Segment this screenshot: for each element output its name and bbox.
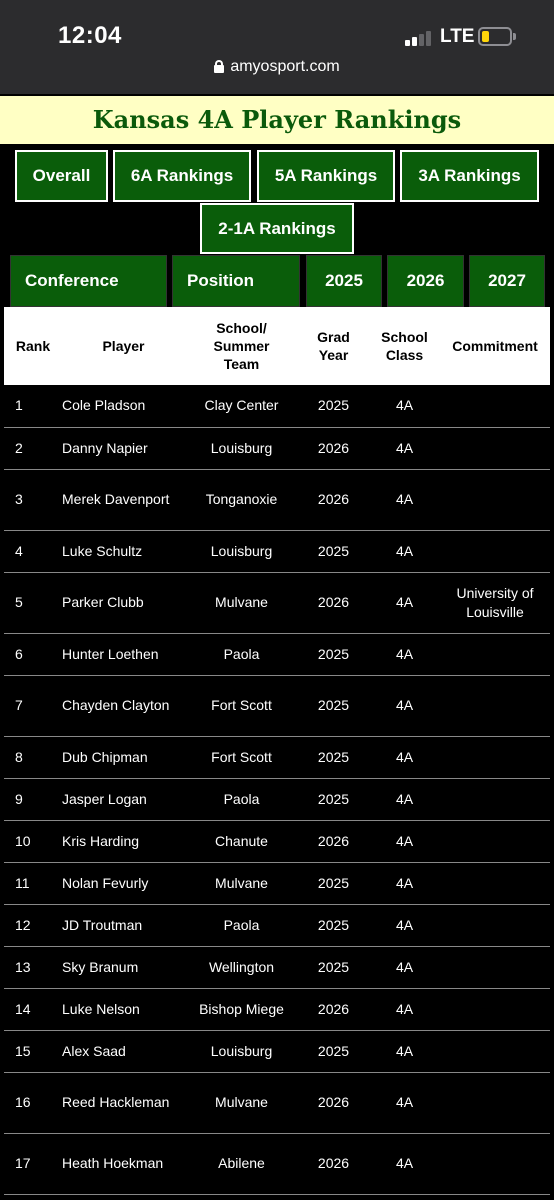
rank-cell: 11 <box>4 862 62 904</box>
commitment-cell <box>440 946 550 988</box>
player-cell: Reed Hackleman <box>62 1072 185 1133</box>
table-row <box>4 1072 550 1133</box>
grad-year-cell: 2026 <box>298 988 369 1030</box>
school-cell: Paola <box>185 904 298 946</box>
school-class-cell: 4A <box>369 1133 440 1194</box>
table-row <box>4 633 550 675</box>
school-class-cell: 4A <box>369 778 440 820</box>
rank-cell: 4 <box>4 530 62 572</box>
player-cell: Parker Clubb <box>62 572 185 633</box>
commitment-cell <box>440 904 550 946</box>
player-cell: JD Troutman <box>62 904 185 946</box>
commitment-cell <box>440 736 550 778</box>
commitment-cell <box>440 633 550 675</box>
school-cell: Wellington <box>185 946 298 988</box>
table-row <box>4 572 550 633</box>
player-cell: Alex Saad <box>62 1030 185 1072</box>
status-time: 12:04 <box>58 22 122 49</box>
grad-year-cell: 2025 <box>298 1030 369 1072</box>
school-cell: Bishop Miege <box>185 988 298 1030</box>
grad-year-cell: 2026 <box>298 1133 369 1194</box>
school-cell: Fort Scott <box>185 675 298 736</box>
player-cell: Cole Pladson <box>62 385 185 427</box>
nav-5a-button[interactable]: 5A Rankings <box>257 150 395 202</box>
grad-year-cell: 2025 <box>298 530 369 572</box>
commitment-cell <box>440 1072 550 1133</box>
table-row <box>4 778 550 820</box>
rank-cell: 8 <box>4 736 62 778</box>
player-cell: Chayden Clayton <box>62 675 185 736</box>
battery-tip <box>513 33 516 40</box>
school-class-cell: 4A <box>369 427 440 469</box>
grad-year-cell: 2026 <box>298 469 369 530</box>
rank-cell: 1 <box>4 385 62 427</box>
table-row <box>4 1030 550 1072</box>
rank-cell: 2 <box>4 427 62 469</box>
rank-cell: 7 <box>4 675 62 736</box>
school-class-cell: 4A <box>369 820 440 862</box>
commitment-cell <box>440 1133 550 1194</box>
table-row <box>4 675 550 736</box>
school-cell: Mulvane <box>185 862 298 904</box>
player-cell: Jasper Logan <box>62 778 185 820</box>
commitment-cell <box>440 469 550 530</box>
rank-cell: 9 <box>4 778 62 820</box>
player-cell: Hunter Loethen <box>62 633 185 675</box>
lock-icon <box>214 60 224 72</box>
rank-cell: 17 <box>4 1133 62 1194</box>
grad-year-cell: 2026 <box>298 820 369 862</box>
school-class-cell: 4A <box>369 572 440 633</box>
school-cell: Chanute <box>185 820 298 862</box>
commitment-cell <box>440 530 550 572</box>
grad-year-cell: 2026 <box>298 1072 369 1133</box>
nav-position-button[interactable]: Position <box>172 255 300 307</box>
url-bar[interactable] <box>0 58 554 86</box>
header-player: Player <box>102 338 145 354</box>
nav-2-1a-button[interactable]: 2-1A Rankings <box>200 203 354 254</box>
network-label: LTE <box>440 26 475 47</box>
player-cell: Dub Chipman <box>62 736 185 778</box>
commitment-cell <box>440 675 550 736</box>
grad-year-cell: 2025 <box>298 385 369 427</box>
nav-3a-button[interactable]: 3A Rankings <box>400 150 539 202</box>
rankings-table <box>4 307 550 1195</box>
page-title-bar <box>0 96 554 144</box>
commitment-cell <box>440 862 550 904</box>
nav-6a-button[interactable]: 6A Rankings <box>113 150 251 202</box>
grad-year-cell: 2025 <box>298 675 369 736</box>
commitment-cell <box>440 1030 550 1072</box>
grad-year-cell: 2025 <box>298 633 369 675</box>
nav-conference-button[interactable]: Conference <box>10 255 167 307</box>
table-row <box>4 469 550 530</box>
header-school: School/ Summer Team <box>213 320 270 372</box>
grad-year-cell: 2025 <box>298 904 369 946</box>
school-class-cell: 4A <box>369 904 440 946</box>
player-cell: Nolan Fevurly <box>62 862 185 904</box>
commitment-cell <box>440 988 550 1030</box>
grad-year-cell: 2025 <box>298 778 369 820</box>
player-cell: Merek Davenport <box>62 469 185 530</box>
grad-year-cell: 2025 <box>298 946 369 988</box>
rank-cell: 10 <box>4 820 62 862</box>
table-row <box>4 427 550 469</box>
table-row <box>4 530 550 572</box>
grad-year-cell: 2026 <box>298 572 369 633</box>
nav-2027-button[interactable]: 2027 <box>469 255 545 307</box>
school-class-cell: 4A <box>369 1072 440 1133</box>
school-class-cell: 4A <box>369 1030 440 1072</box>
rank-cell: 16 <box>4 1072 62 1133</box>
commitment-cell <box>440 778 550 820</box>
rank-cell: 13 <box>4 946 62 988</box>
school-cell: Clay Center <box>185 385 298 427</box>
header-rank: Rank <box>15 338 51 354</box>
rank-cell: 15 <box>4 1030 62 1072</box>
school-class-cell: 4A <box>369 469 440 530</box>
table-row <box>4 988 550 1030</box>
school-cell: Louisburg <box>185 427 298 469</box>
school-class-cell: 4A <box>369 633 440 675</box>
player-cell: Kris Harding <box>62 820 185 862</box>
header-commitment: Commitment <box>452 338 538 354</box>
school-class-cell: 4A <box>369 530 440 572</box>
school-cell: Mulvane <box>185 1072 298 1133</box>
commitment-cell: University of Louisville <box>440 572 550 633</box>
school-cell: Tonganoxie <box>185 469 298 530</box>
header-grad-year: Grad Year <box>317 329 350 363</box>
rank-cell: 14 <box>4 988 62 1030</box>
school-cell: Abilene <box>185 1133 298 1194</box>
player-cell: Heath Hoekman <box>62 1133 185 1194</box>
table-row <box>4 736 550 778</box>
school-class-cell: 4A <box>369 675 440 736</box>
table-header-row <box>4 307 550 385</box>
table-row <box>4 904 550 946</box>
school-cell: Paola <box>185 778 298 820</box>
school-cell: Fort Scott <box>185 736 298 778</box>
school-class-cell: 4A <box>369 862 440 904</box>
school-cell: Louisburg <box>185 1030 298 1072</box>
table-row <box>4 385 550 427</box>
table-row <box>4 946 550 988</box>
school-class-cell: 4A <box>369 946 440 988</box>
player-cell: Luke Nelson <box>62 988 185 1030</box>
grad-year-cell: 2026 <box>298 427 369 469</box>
page-title: Kansas 4A Player Rankings <box>92 105 462 134</box>
header-school-class: School Class <box>381 329 428 363</box>
signal-icon <box>405 30 433 46</box>
school-cell: Louisburg <box>185 530 298 572</box>
school-class-cell: 4A <box>369 988 440 1030</box>
school-class-cell: 4A <box>369 385 440 427</box>
grad-year-cell: 2025 <box>298 736 369 778</box>
nav-overall-button[interactable]: Overall <box>15 150 108 202</box>
school-cell: Mulvane <box>185 572 298 633</box>
battery-icon <box>478 27 512 46</box>
table-row <box>4 862 550 904</box>
school-class-cell: 4A <box>369 736 440 778</box>
commitment-cell <box>440 427 550 469</box>
rank-cell: 12 <box>4 904 62 946</box>
table-row <box>4 820 550 862</box>
rank-cell: 5 <box>4 572 62 633</box>
commitment-cell <box>440 385 550 427</box>
player-cell: Danny Napier <box>62 427 185 469</box>
nav-2025-button[interactable]: 2025 <box>306 255 382 307</box>
table-row <box>4 1133 550 1194</box>
url-text: amyosport.com <box>230 58 340 75</box>
player-cell: Luke Schultz <box>62 530 185 572</box>
nav-2026-button[interactable]: 2026 <box>387 255 464 307</box>
rank-cell: 6 <box>4 633 62 675</box>
grad-year-cell: 2025 <box>298 862 369 904</box>
rank-cell: 3 <box>4 469 62 530</box>
school-cell: Paola <box>185 633 298 675</box>
player-cell: Sky Branum <box>62 946 185 988</box>
commitment-cell <box>440 820 550 862</box>
